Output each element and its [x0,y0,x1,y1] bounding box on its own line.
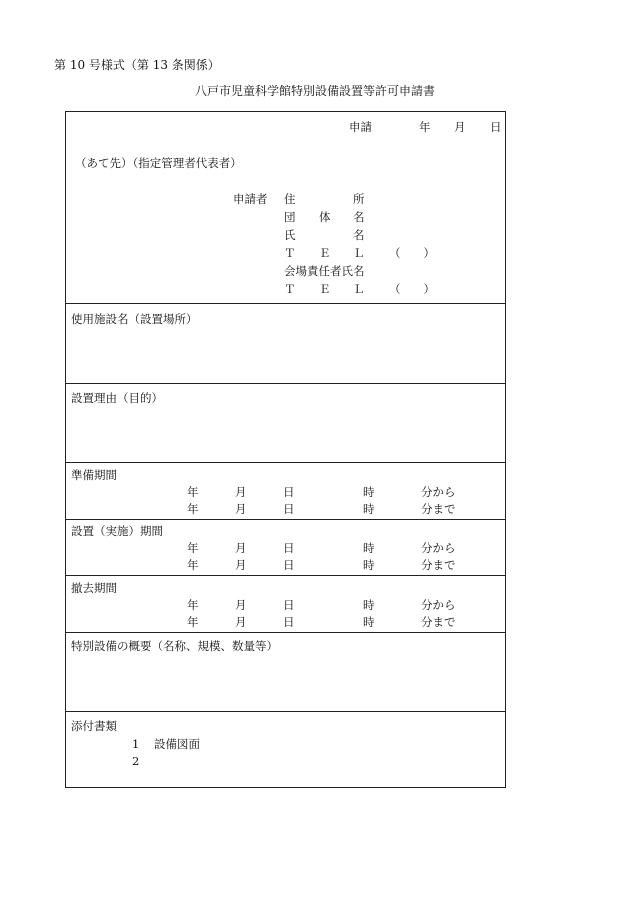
prep-from-hour: 時 [363,485,375,499]
preparation-period-label: 準備期間 [71,468,117,482]
document-title: 八戸市児童科学館特別設備設置等許可申請書 [194,84,435,98]
tel-label-e: Ｅ [319,246,331,260]
prep-until-month: 月 [235,502,247,516]
name-label-part1: 氏 [284,228,296,242]
removal-until-hour: 時 [363,615,375,629]
divider [66,519,505,520]
removal-from-minute: 分から [421,598,456,612]
application-form-frame [65,111,506,788]
responsible-person-label: 会場責任者氏名 [284,264,365,278]
setup-from-minute: 分から [421,541,456,555]
addressee: （あて先）（指定管理者代表者） [75,156,242,170]
application-date-day: 日 [490,120,502,134]
divider [66,575,505,576]
removal-from-year: 年 [187,598,199,612]
prep-until-minute: 分まで [421,502,456,516]
setup-until-day: 日 [283,558,295,572]
prep-from-day: 日 [283,485,295,499]
tel2-label-t: Ｔ [284,282,296,296]
prep-from-minute: 分から [421,485,456,499]
group-name-label-part3: 名 [353,210,365,224]
tel2-area-code: （ ） [389,282,435,296]
tel-area-code: （ ） [389,246,435,260]
setup-until-minute: 分まで [421,558,456,572]
prep-until-hour: 時 [363,502,375,516]
tel-label-t: Ｔ [284,246,296,260]
divider [66,632,505,633]
application-date-year: 年 [419,120,431,134]
setup-until-month: 月 [235,558,247,572]
removal-from-hour: 時 [363,598,375,612]
application-date-month: 月 [454,120,466,134]
tel-label-l: Ｌ [353,246,365,260]
divider [66,711,505,712]
divider [66,383,505,384]
setup-from-year: 年 [187,541,199,555]
group-name-label-part2: 体 [319,210,331,224]
removal-period-label: 撤去期間 [71,581,117,595]
prep-until-day: 日 [283,502,295,516]
name-label-part2: 名 [353,228,365,242]
attachment-number-2: 2 [132,754,140,768]
divider [66,462,505,463]
prep-from-year: 年 [187,485,199,499]
removal-until-month: 月 [235,615,247,629]
removal-until-year: 年 [187,615,199,629]
setup-until-hour: 時 [363,558,375,572]
equipment-overview-label: 特別設備の概要（名称、規模、数量等） [71,639,278,653]
setup-from-day: 日 [283,541,295,555]
removal-until-minute: 分まで [421,615,456,629]
removal-from-day: 日 [283,598,295,612]
setup-until-year: 年 [187,558,199,572]
prep-until-year: 年 [187,502,199,516]
attachment-number-1: 1 [132,737,140,751]
tel2-label-e: Ｅ [319,282,331,296]
removal-from-month: 月 [235,598,247,612]
application-date-label: 申請 [349,120,372,134]
installation-reason-label: 設置理由（目的） [71,391,163,405]
attachments-label: 添付書類 [71,719,117,733]
divider [66,303,505,304]
removal-until-day: 日 [283,615,295,629]
address-label-part2: 所 [353,192,365,206]
attachment-label-1: 設備図面 [154,737,200,751]
form-number: 第 10 号様式（第 13 条関係） [54,58,220,72]
tel2-label-l: Ｌ [353,282,365,296]
setup-from-month: 月 [235,541,247,555]
facility-name-label: 使用施設名（設置場所） [71,312,198,326]
prep-from-month: 月 [235,485,247,499]
address-label-part1: 住 [284,192,296,206]
group-name-label-part1: 団 [284,210,296,224]
applicant-label: 申請者 [233,192,268,206]
setup-from-hour: 時 [363,541,375,555]
setup-period-label: 設置（実施）期間 [71,524,163,538]
